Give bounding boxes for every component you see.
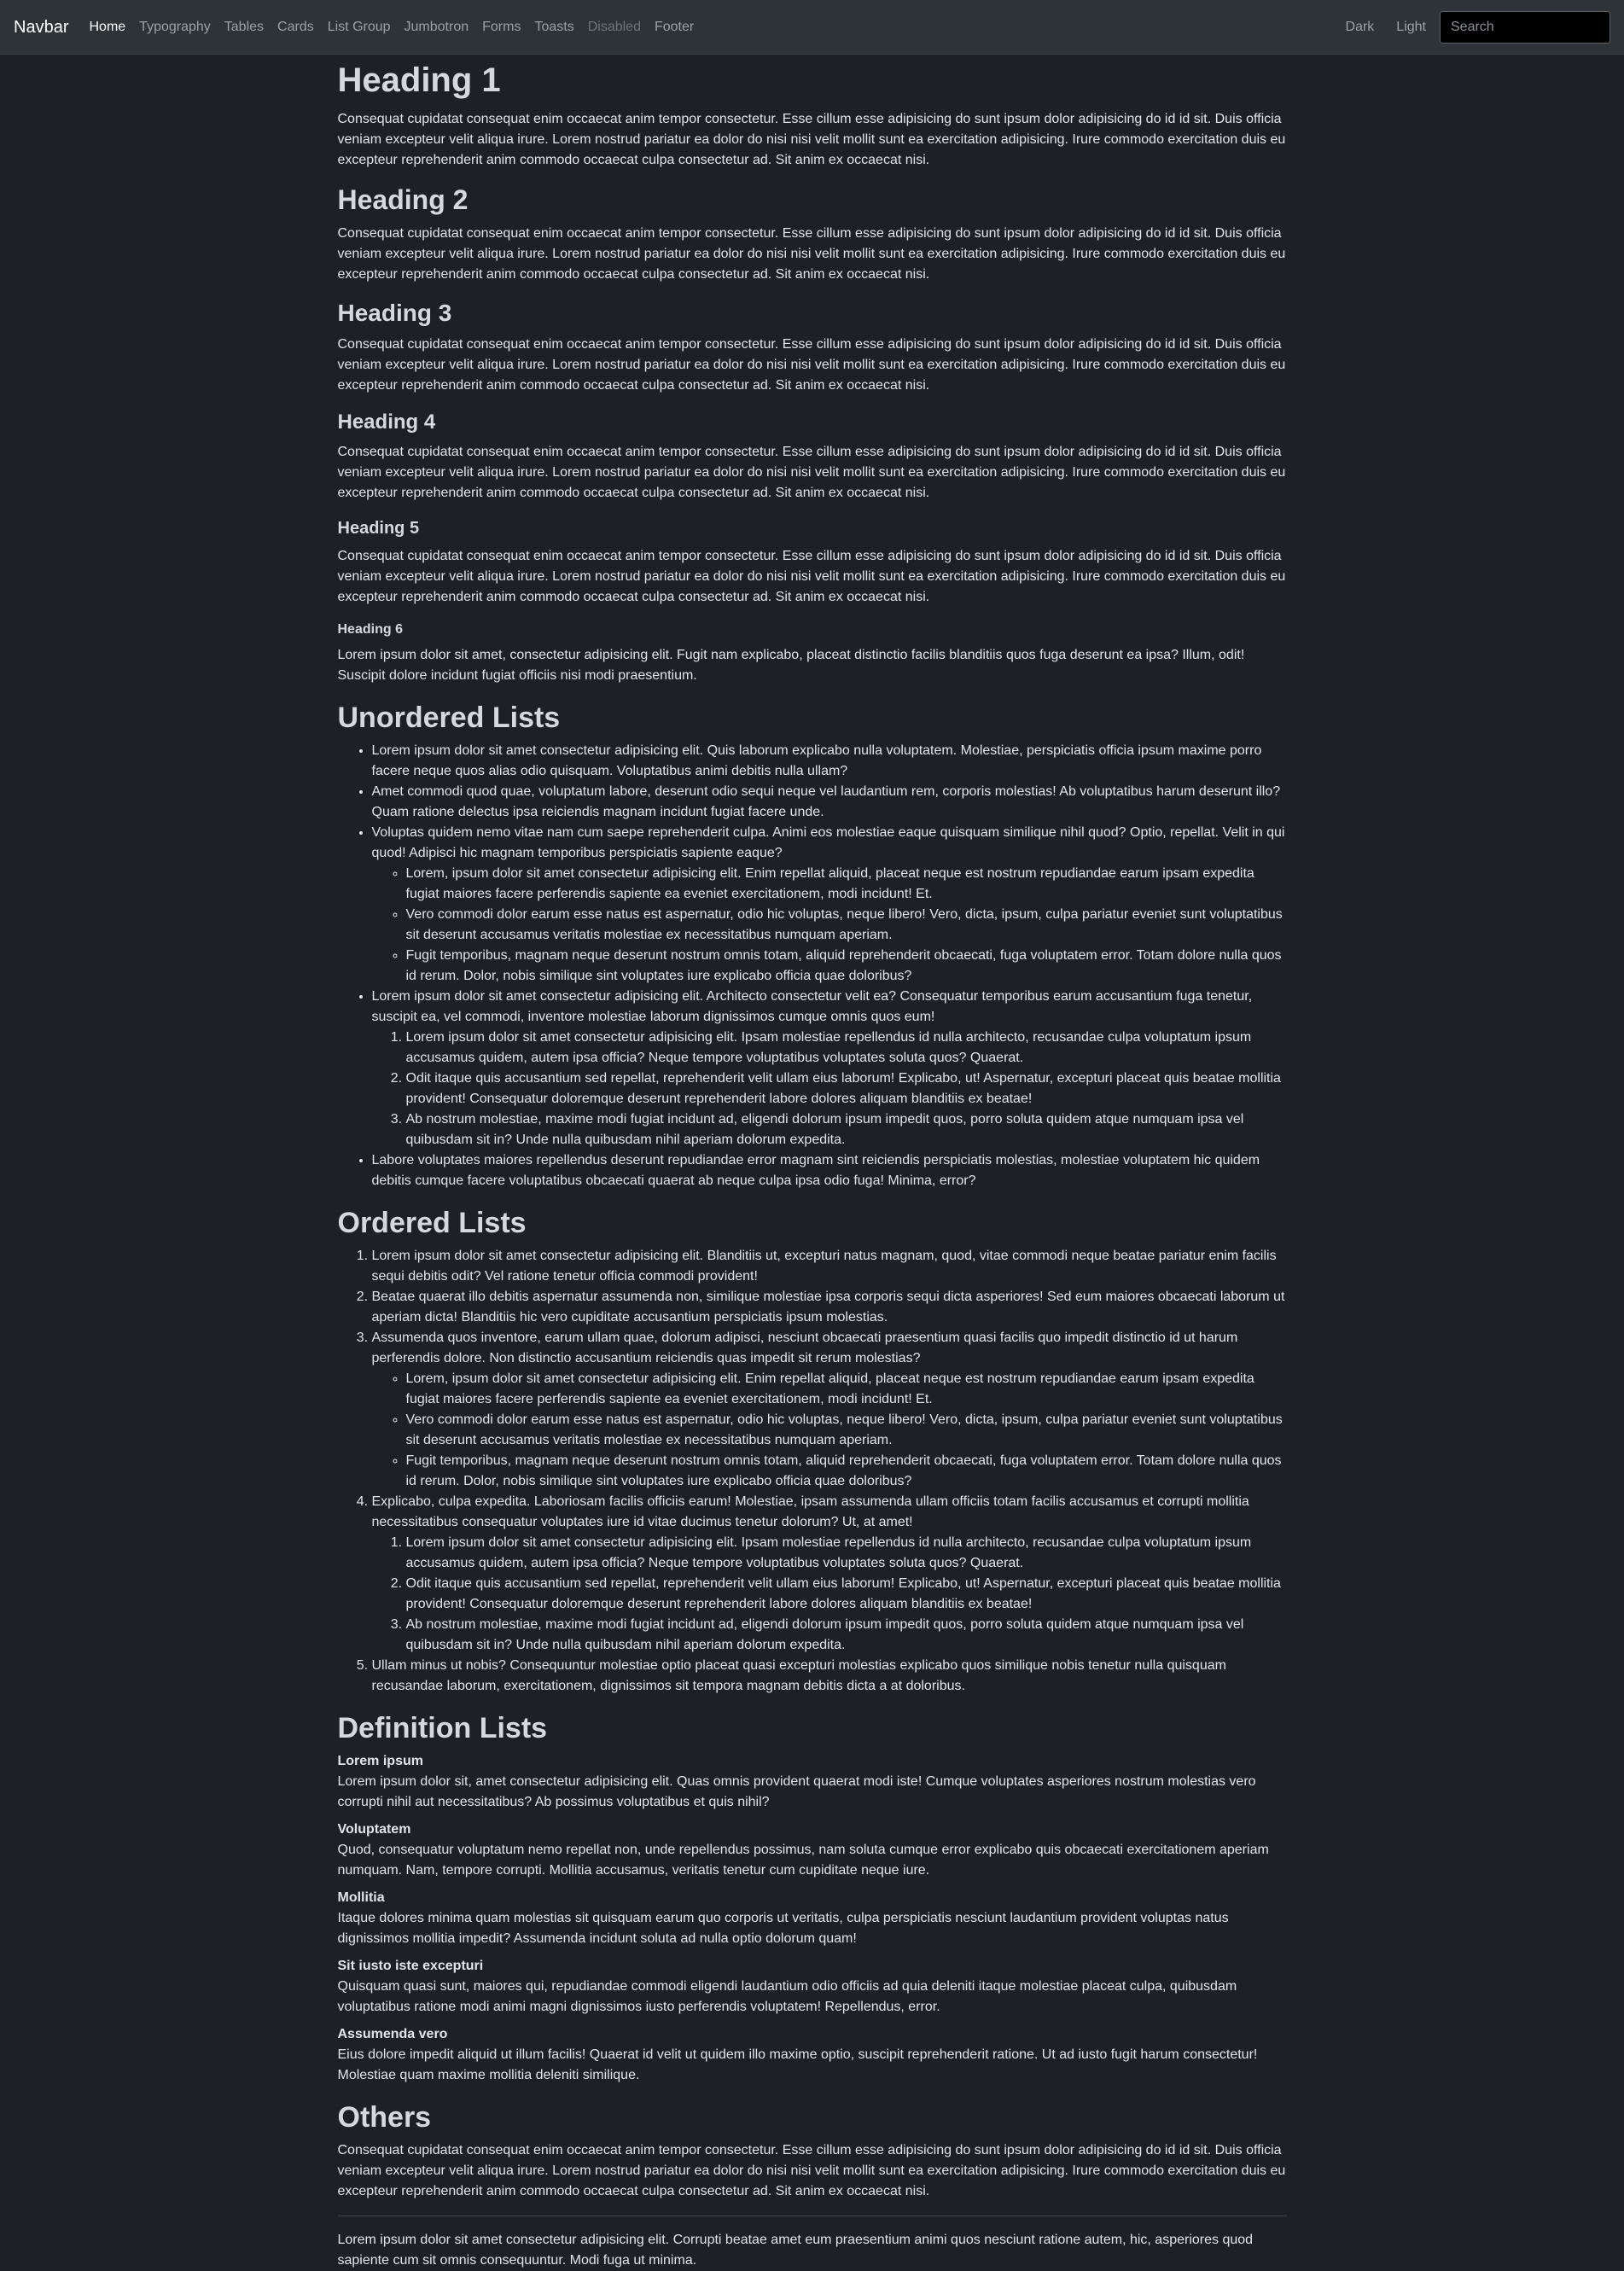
unordered-list	[338, 741, 1287, 1191]
nested-ordered-list	[372, 1028, 1287, 1150]
list-item: 2. Beatae quaerat illo debitis aspernatur assumenda non, similique molestiae ipsa corporis sequi dicta asperiores! Sed eum maiores obcaecati laborum ut aperiam dicta! Blanditiis hic vero cupiditate accusantium perspiciatis ipsum molestias.	[372, 1287, 1287, 1328]
dark-theme-link[interactable]: Dark	[1345, 19, 1375, 34]
others-title: Others	[337, 2101, 432, 2134]
list-item-text: Explicabo, culpa expedita. Laboriosam facilis officiis earum! Molestiae, ipsam assumenda ullam officiis totam facilis accusamus et corrupti mollitia necessitatibus consequatur voluptates iure id vitae ducimus tenetur dolorum? Ut, at amet!	[371, 1494, 1249, 1529]
heading-4-paragraph: Consequat cupidatat consequat enim occaecat anim tempor consectetur. Esse cillum esse adipisicing do sunt ipsum dolor adipisicing do id id sit. Duis officia veniam excepteur velit aliqua irure. Lorem nostrud pariatur ea dolor do nisi nisi velit mollit sunt ea exercitation adipisicing. Irure commodo exercitation duis eu excepteur reprehenderit anim commodo occaecat culpa consectetur ad. Sit anim ex occaecat nisi.	[337, 445, 1286, 500]
nav-link-cards[interactable]: Cards	[277, 19, 314, 34]
nav-links	[89, 17, 694, 38]
list-item: • Amet commodi quod quae, voluptatum labore, deserunt odio sequi neque vel laudantium rem, corporis molestias! Ab voluptatibus harum deserunt illo? Quam ratione delectus ipsa reiciendis magnam incidunt fugiat facere unde.	[372, 782, 1287, 823]
heading-5: Heading 5	[337, 519, 420, 538]
nav-link-forms[interactable]: Forms	[482, 19, 521, 34]
list-item-text: Lorem ipsum dolor sit amet consectetur adipisicing elit. Architecto consectetur velit ea? Consequatur temporibus earum accusantium fuga tenetur, suscipit ea, vel commodi, inventore molestiae laborum dignissimos cumque omnis quos eum!	[371, 989, 1253, 1024]
definition-term: Lorem ipsum	[337, 1754, 423, 1768]
main-content	[338, 55, 1287, 2271]
definition-term: Assumenda vero	[337, 2027, 448, 2041]
definition-list	[338, 1751, 1287, 2086]
list-item: • Lorem ipsum dolor sit amet consectetur adipisicing elit. Quis laborum explicabo nulla voluptatem. Molestiae, perspiciatis officia ipsum maxime porro facere neque quos alias odio quisquam. Voluptatibus animi debitis nulla ullam?	[372, 741, 1287, 782]
list-item: 3. Ab nostrum molestiae, maxime modi fugiat incidunt ad, eligendi dolorum ipsum impedit quos, porro soluta quidem atque numquam ipsa vel quibusdam sit in? Unde nulla quibusdam nihil aperiam dolorum expedita.	[406, 1109, 1287, 1150]
definition-lists-title: Definition Lists	[337, 1712, 548, 1744]
list-item: 1. Lorem ipsum dolor sit amet consectetur adipisicing elit. Ipsam molestiae repellendus id nulla architecto, recusandae culpa voluptatum ipsum accusamus quidem, autem ipsa officia? Neque tempore voluptatibus voluptates soluta quos? Quaerat.	[406, 1028, 1287, 1069]
nested-ordered-list	[372, 1533, 1287, 1656]
definition-term: Sit iusto iste excepturi	[337, 1959, 484, 1973]
list-item: 5. Ullam minus ut nobis? Consequuntur molestiae optio placeat quasi excepturi molestias explicabo quos similique nobis tenetur nulla quisquam recusandae laborum, exercitationem, dignissimos sit tempora magnam debitis dicta a at doloribus.	[372, 1656, 1287, 1697]
list-item: 1. Lorem ipsum dolor sit amet consectetur adipisicing elit. Blanditiis ut, excepturi natus magnam, quod, vitae commodi neque beatae pariatur enim facilis sequi debitis odit? Vel ratione tenetur officia commodi provident!	[372, 1246, 1287, 1287]
heading-2-paragraph: Consequat cupidatat consequat enim occaecat anim tempor consectetur. Esse cillum esse adipisicing do sunt ipsum dolor adipisicing do id id sit. Duis officia veniam excepteur velit aliqua irure. Lorem nostrud pariatur ea dolor do nisi nisi velit mollit sunt ea exercitation adipisicing. Irure commodo exercitation duis eu excepteur reprehenderit anim commodo occaecat culpa consectetur ad. Sit anim ex occaecat nisi.	[337, 226, 1286, 282]
nav-link-typography[interactable]: Typography	[139, 19, 211, 34]
list-item	[372, 823, 1287, 987]
list-item: ◦ Vero commodi dolor earum esse natus est aspernatur, odio hic voluptas, neque libero! Vero, dicta, ipsum, culpa pariatur eveniet sunt voluptatibus sit deserunt accusamus veritatis molestiae ex necessitatibus numquam aperiam.	[406, 905, 1287, 946]
navbar	[0, 0, 1624, 55]
heading-6: Heading 6	[337, 622, 403, 637]
heading-1-paragraph: Consequat cupidatat consequat enim occaecat anim tempor consectetur. Esse cillum esse adipisicing do sunt ipsum dolor adipisicing do id id sit. Duis officia veniam excepteur velit aliqua irure. Lorem nostrud pariatur ea dolor do nisi nisi velit mollit sunt ea exercitation adipisicing. Irure commodo exercitation duis eu excepteur reprehenderit anim commodo occaecat culpa consectetur ad. Sit anim ex occaecat nisi.	[337, 112, 1286, 167]
heading-2: Heading 2	[337, 184, 469, 215]
nav-link-disabled: Disabled	[587, 19, 641, 34]
heading-6-paragraph: Lorem ipsum dolor sit amet, consectetur adipisicing elit. Fugit nam explicabo, placeat distinctio facilis blanditiis quos fuga deserunt ea ipsa? Illum, odit! Suscipit dolore incidunt fugiat officiis nisi modi praesentium.	[337, 648, 1245, 683]
nav-link-home[interactable]: Home	[89, 19, 126, 34]
nav-link-jumbotron[interactable]: Jumbotron	[404, 19, 469, 34]
search-input[interactable]	[1440, 11, 1610, 44]
nav-link-toasts[interactable]: Toasts	[534, 19, 574, 34]
heading-5-paragraph: Consequat cupidatat consequat enim occaecat anim tempor consectetur. Esse cillum esse adipisicing do sunt ipsum dolor adipisicing do id id sit. Duis officia veniam excepteur velit aliqua irure. Lorem nostrud pariatur ea dolor do nisi nisi velit mollit sunt ea exercitation adipisicing. Irure commodo exercitation duis eu excepteur reprehenderit anim commodo occaecat culpa consectetur ad. Sit anim ex occaecat nisi.	[337, 549, 1286, 604]
list-item: ◦ Lorem, ipsum dolor sit amet consectetur adipisicing elit. Enim repellat aliquid, placeat neque est nostrum repudiandae earum ipsam expedita fugiat maiores facere perferendis sapiente ea eveniet exercitationem, modi incidunt! Et.	[406, 1369, 1287, 1410]
list-item-text: Voluptas quidem nemo vitae nam cum saepe reprehenderit culpa. Animi eos molestiae eaque quisquam similique nihil quod? Optio, repellat. Velit in qui quod! Adipisci hic magnam temporibus perspiciatis sapiente eaque?	[371, 825, 1285, 860]
definition-description: Quisquam quasi sunt, maiores qui, repudiandae commodi eligendi laudantium odio officiis ad quia deleniti itaque molestiae placeat culpa, quibusdam voluptatibus ratione modi animi magni dignissimos iusto perferendis voluptatem! Repellendus, error.	[337, 1979, 1237, 2014]
list-item	[372, 987, 1287, 1150]
nav-link-footer[interactable]: Footer	[654, 19, 695, 34]
heading-4: Heading 4	[337, 411, 436, 434]
others-paragraph: Consequat cupidatat consequat enim occaecat anim tempor consectetur. Esse cillum esse adipisicing do sunt ipsum dolor adipisicing do id id sit. Duis officia veniam excepteur velit aliqua irure. Lorem nostrud pariatur ea dolor do nisi nisi velit mollit sunt ea exercitation adipisicing. Irure commodo exercitation duis eu excepteur reprehenderit anim commodo occaecat culpa consectetur ad. Sit anim ex occaecat nisi.	[337, 2143, 1286, 2198]
list-item-text: Assumenda quos inventore, earum ullam quae, dolorum adipisci, nesciunt obcaecati praesentium quasi facilis quo impedit distinctio id ut harum perferendis dolore. Non distinctio accusantium reiciendis quas impedit sit rerum molestias?	[371, 1331, 1238, 1366]
ordered-list	[338, 1246, 1287, 1697]
nested-unordered-list	[372, 864, 1287, 987]
heading-3: Heading 3	[337, 300, 452, 326]
list-item: ◦ Lorem, ipsum dolor sit amet consectetur adipisicing elit. Enim repellat aliquid, placeat neque est nostrum repudiandae earum ipsam expedita fugiat maiores facere perferendis sapiente ea eveniet exercitationem, modi incidunt! Et.	[406, 864, 1287, 905]
ordered-lists-title: Ordered Lists	[337, 1207, 527, 1239]
nav-right	[1346, 11, 1610, 44]
list-item: ◦ Fugit temporibus, magnam neque deserunt nostrum omnis totam, aliquid reprehenderit obcaecati, fuga voluptatem error. Totam dolore nulla quos id rerum. Dolor, nobis similique sint voluptates iure explicabo officia quae doloribus?	[406, 1451, 1287, 1492]
heading-3-paragraph: Consequat cupidatat consequat enim occaecat anim tempor consectetur. Esse cillum esse adipisicing do sunt ipsum dolor adipisicing do id id sit. Duis officia veniam excepteur velit aliqua irure. Lorem nostrud pariatur ea dolor do nisi nisi velit mollit sunt ea exercitation adipisicing. Irure commodo exercitation duis eu excepteur reprehenderit anim commodo occaecat culpa consectetur ad. Sit anim ex occaecat nisi.	[337, 337, 1286, 393]
nav-link-tables[interactable]: Tables	[224, 19, 265, 34]
list-item	[372, 1328, 1287, 1492]
list-item	[372, 1492, 1287, 1656]
definition-term: Mollitia	[337, 1890, 385, 1905]
definition-description: Lorem ipsum dolor sit, amet consectetur adipisicing elit. Quas omnis provident quaerat modi iste! Cumque voluptates asperiores nostrum molestias vero corrupti nihil aut necessitatibus? Ab possimus voluptatibus et quis nihil?	[337, 1774, 1256, 1809]
list-item: • Labore voluptates maiores repellendus deserunt repudiandae error magnam sint reiciendis perspiciatis molestias, molestiae voluptatem hic quidem debitis cumque facere voluptatibus obcaecati quaerat ab neque culpa ipsa odio fuga! Minima, error?	[372, 1150, 1287, 1191]
list-item: 3. Ab nostrum molestiae, maxime modi fugiat incidunt ad, eligendi dolorum ipsum impedit quos, porro soluta quidem atque numquam ipsa vel quibusdam sit in? Unde nulla quibusdam nihil aperiam dolorum expedita.	[406, 1615, 1287, 1656]
nested-unordered-list	[372, 1369, 1287, 1492]
heading-1: Heading 1	[337, 61, 501, 99]
navbar-brand[interactable]: Navbar	[14, 17, 69, 37]
list-item: 2. Odit itaque quis accusantium sed repellat, reprehenderit velit ullam eius laborum! Explicabo, ut! Aspernatur, excepturi placeat quis beatae mollitia provident! Consequatur doloremque deserunt reprehenderit labore dolores aliquam blanditiis ex beatae!	[406, 1574, 1287, 1615]
definition-description: Eius dolore impedit aliquid ut illum facilis! Quaerat id velit ut quidem illo maxime optio, suscipit reprehenderit ratione. Ut ad iusto fugit harum consectetur! Molestiae quam maxime mollitia deleniti similique.	[337, 2047, 1258, 2082]
list-item: ◦ Fugit temporibus, magnam neque deserunt nostrum omnis totam, aliquid reprehenderit obcaecati, fuga voluptatem error. Totam dolore nulla quos id rerum. Dolor, nobis similique sint voluptates iure explicabo officia quae doloribus?	[406, 946, 1287, 987]
list-item: ◦ Vero commodi dolor earum esse natus est aspernatur, odio hic voluptas, neque libero! Vero, dicta, ipsum, culpa pariatur eveniet sunt voluptatibus sit deserunt accusamus veritatis molestiae ex necessitatibus numquam aperiam.	[406, 1410, 1287, 1451]
light-theme-link[interactable]: Light	[1396, 19, 1426, 34]
list-item: 2. Odit itaque quis accusantium sed repellat, reprehenderit velit ullam eius laborum! Explicabo, ut! Aspernatur, excepturi placeat quis beatae mollitia provident! Consequatur doloremque deserunt reprehenderit labore dolores aliquam blanditiis ex beatae!	[406, 1069, 1287, 1109]
definition-term: Voluptatem	[337, 1822, 411, 1837]
definition-description: Quod, consequatur voluptatum nemo repellat non, unde repellendus possimus, nam soluta cumque error explicabo quis obcaecati exercitationem aperiam numquam. Nam, tempore corrupti. Mollitia accusamus, veritatis tenetur cum cupiditate neque iure.	[337, 1843, 1269, 1878]
others-paragraph-2: Lorem ipsum dolor sit amet consectetur adipisicing elit. Corrupti beatae amet eum praesentium animi quos nesciunt ratione autem, hic, asperiores quod sapiente cum sit omnis consequuntur. Modi fuga ut minima.	[337, 2233, 1254, 2268]
definition-description: Itaque dolores minima quam molestias sit quisquam earum quo corporis ut veritatis, culpa perspiciatis nesciunt laudantium provident voluptas natus dignissimos mollitia impedit? Assumenda incidunt soluta ad nulla optio dolorum quam!	[337, 1911, 1229, 1946]
list-item: 1. Lorem ipsum dolor sit amet consectetur adipisicing elit. Ipsam molestiae repellendus id nulla architecto, recusandae culpa voluptatum ipsum accusamus quidem, autem ipsa officia? Neque tempore voluptatibus voluptates soluta quos? Quaerat.	[406, 1533, 1287, 1574]
unordered-lists-title: Unordered Lists	[337, 702, 561, 734]
nav-link-list-group[interactable]: List Group	[327, 19, 391, 34]
